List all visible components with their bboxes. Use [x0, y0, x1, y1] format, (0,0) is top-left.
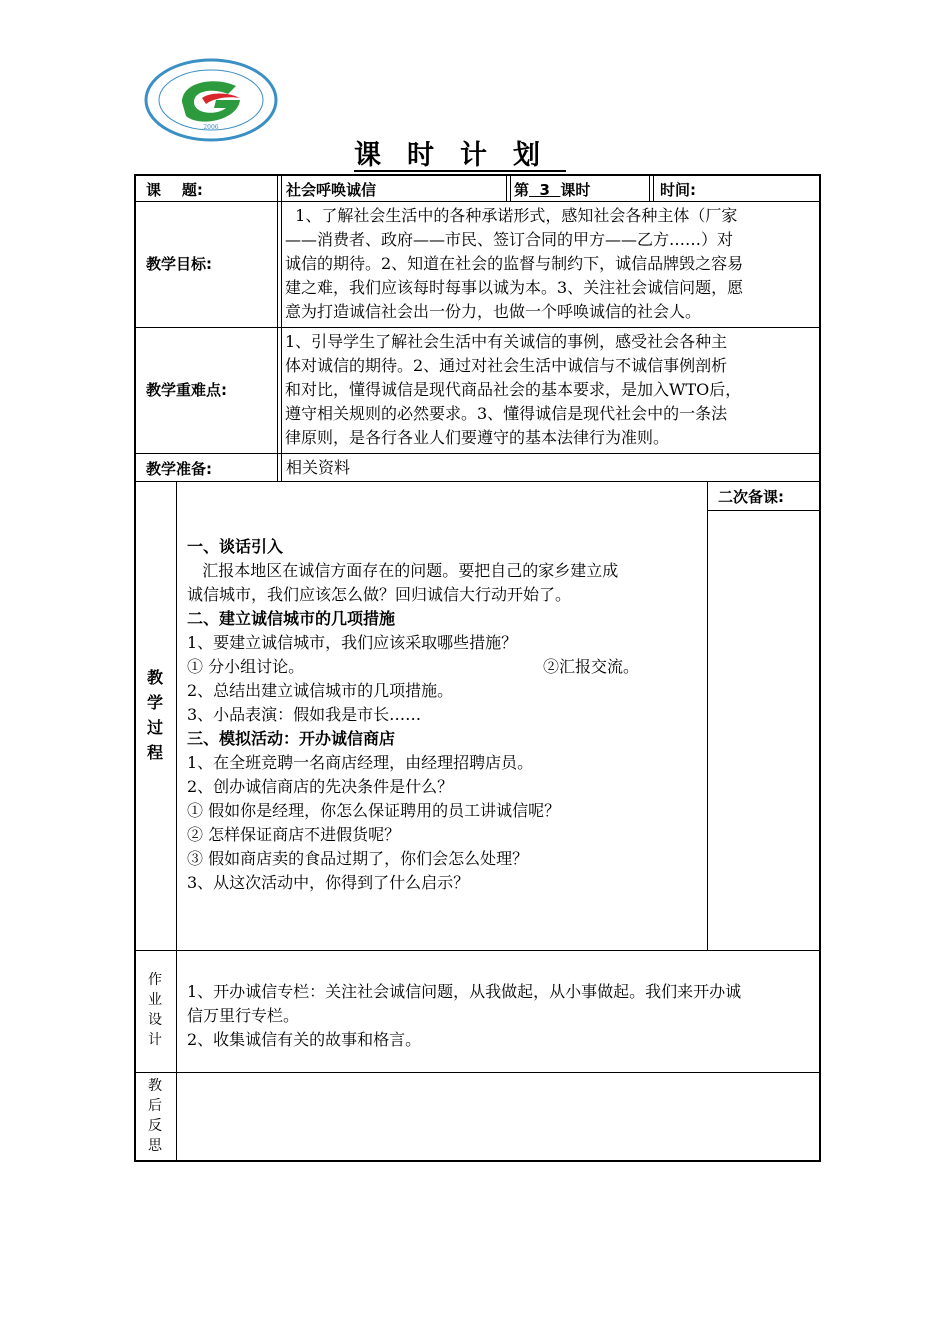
- goals-label: 教学目标:: [146, 255, 212, 273]
- topic-label: 课 题:: [146, 181, 203, 199]
- preparation-label: 教学准备:: [146, 460, 212, 478]
- topic-value: 社会呼唤诚信: [286, 181, 377, 199]
- logo-year: 2006: [203, 124, 219, 131]
- goals-text: 1、了解社会生活中的各种承诺形式，感知社会各种主体（厂家 ——消费者、政府——市民、签订合同的甲方——乙方……）对 诚信的期待。2、知道在社会的监督与制约下，诚信品牌毁之容易 建之难，我们应该每时每事以诚为本。3、关注社会诚信问题，愿 意为打造诚信社会出一份力，也做一个呼唤诚信的社会人。: [285, 206, 744, 321]
- homework-label: 作 业 设 计: [148, 972, 162, 1048]
- page-title: 课时计划: [354, 140, 566, 171]
- homework-content: 1、开办诚信专栏：关注社会诚信问题，从我做起，从小事做起。我们来开办诚 信万里行专栏。 2、收集诚信有关的故事和格言。: [187, 982, 742, 1049]
- preparation-value: 相关资料: [286, 458, 351, 477]
- key-points-text: 1、引导学生了解社会生活中有关诚信的事例，感受社会各种主 体对诚信的期待。2、通过对社会生活中诚信与不诚信事例剖析 和对比，懂得诚信是现代商品社会的基本要求，是加入WTO后， 遵守相关规则的必然要求。3、懂得诚信是现代社会中的一条法 律原则，是各行各业人们要遵守的基本法律行为准则。: [285, 332, 742, 447]
- reflection-label: 教 后 反 思: [148, 1078, 162, 1154]
- second-prep-label: 二次备课:: [718, 488, 784, 506]
- school-logo: [144, 58, 278, 142]
- lesson-count: 第 3 课时: [514, 181, 591, 199]
- time-label: 时间:: [660, 181, 696, 199]
- key-points-label: 教学重难点:: [146, 381, 227, 399]
- process-content: 一、谈话引入 汇报本地区在诚信方面存在的问题。要把自己的家乡建立成 诚信城市，我们应该怎么做？回归诚信大行动开始了。 二、建立诚信城市的几项措施 1、要建立诚信城市，我们应该采取哪些措施？ ① 分小组讨论。 ②汇报交流。 2、总结出建立诚信城市的几项措施。 3、小品表演：假如我是市长…… 三、模拟活动：开办诚信商店 1、在全班竞聘一名商店经理，由经理招聘店员。 2、创办诚信商店的先决条件是什么？ ① 假如你是经理，你怎么保证聘用的员工讲诚信呢？ ② 怎样保证商店不进假货呢？ ③ 假如商店卖的食品过期了，你们会怎么处理？ 3、从这次活动中，你得到了什么启示？: [187, 537, 640, 892]
- process-label: 教 学 过 程: [146, 668, 163, 762]
